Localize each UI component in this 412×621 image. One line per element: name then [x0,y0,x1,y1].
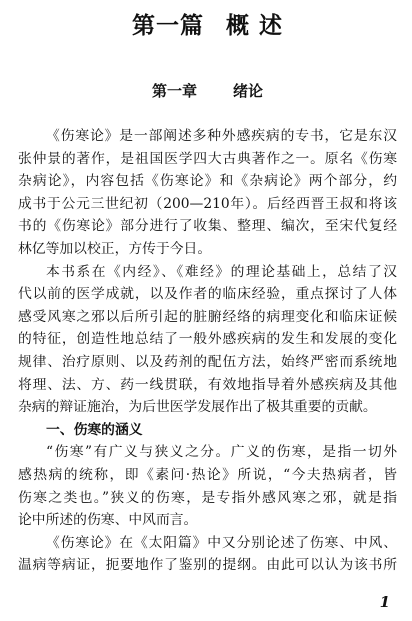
text-line: 伤寒之类也。”狭义的伤寒，是专指外感风寒之邪，就是指 [18,489,397,506]
part-title [18,8,397,44]
text-line: 代以前的医学成就，以及作者的临床经验，重点探讨了人体 [18,286,397,303]
text-line: “伤寒”有广义与狭义之分。广义的伤寒，是指一切外 [46,444,397,461]
text-line: 杂病的辩证施治，为后世医学发展作出了极其重要的贡献。 [18,399,377,416]
text-line: 规律、治疗原则、以及药剂的配伍方法，始终严密而系统地 [18,353,397,370]
text-line: 杂病论》，内容包括《伤寒论》和《杂病论》两个部分，约 [18,173,397,190]
chapter-name: 绪论 [233,82,264,100]
text-line: 论中所述的伤寒、中风而言。 [18,512,198,529]
part-number: 第一篇 [131,12,204,39]
chapter-number: 第一章 [151,82,197,100]
text-line: 成书于公元三世纪初（200—210年）。后经西晋王叔和将该 [18,195,397,212]
text-line: 将理、法、方、药一线贯联，有效地指导着外感疾病及其他 [18,376,397,393]
body-text [18,125,397,577]
text-line: 感受风寒之邪以后所引起的脏腑经络的病理变化和临床证候 [18,308,397,325]
text-line: 书的《伤寒论》部分进行了收集、整理、编次，至宋代复经 [18,218,397,235]
text-line: 张仲景的著作，是祖国医学四大古典著作之一。原名《伤寒 [18,150,397,167]
page-number: 1 [379,593,390,611]
text-line: 的特征，创造性地总结了一般外感疾病的发生和发展的变化 [18,331,397,348]
chapter-title [18,77,397,105]
section-heading: 一、伤寒的涵义 [46,421,143,438]
part-name: 概 述 [225,12,283,39]
text-line: 温病等病证，扼要地作了鉴别的提纲。由此可以认为该书所 [18,557,397,574]
text-line: 感热病的统称，即《素问·热论》所说，“今夫热病者，皆 [18,466,397,483]
text-line: 林亿等加以校正，方传于今日。 [18,240,212,257]
text-line: 《伤寒论》在《太阳篇》中又分别论述了伤寒、中风、 [46,534,397,551]
text-line: 《伤寒论》是一部阐述多种外感疾病的专书，它是东汉 [46,128,397,144]
text-line: 本书系在《内经》、《难经》的理论基础上，总结了汉 [46,263,397,280]
